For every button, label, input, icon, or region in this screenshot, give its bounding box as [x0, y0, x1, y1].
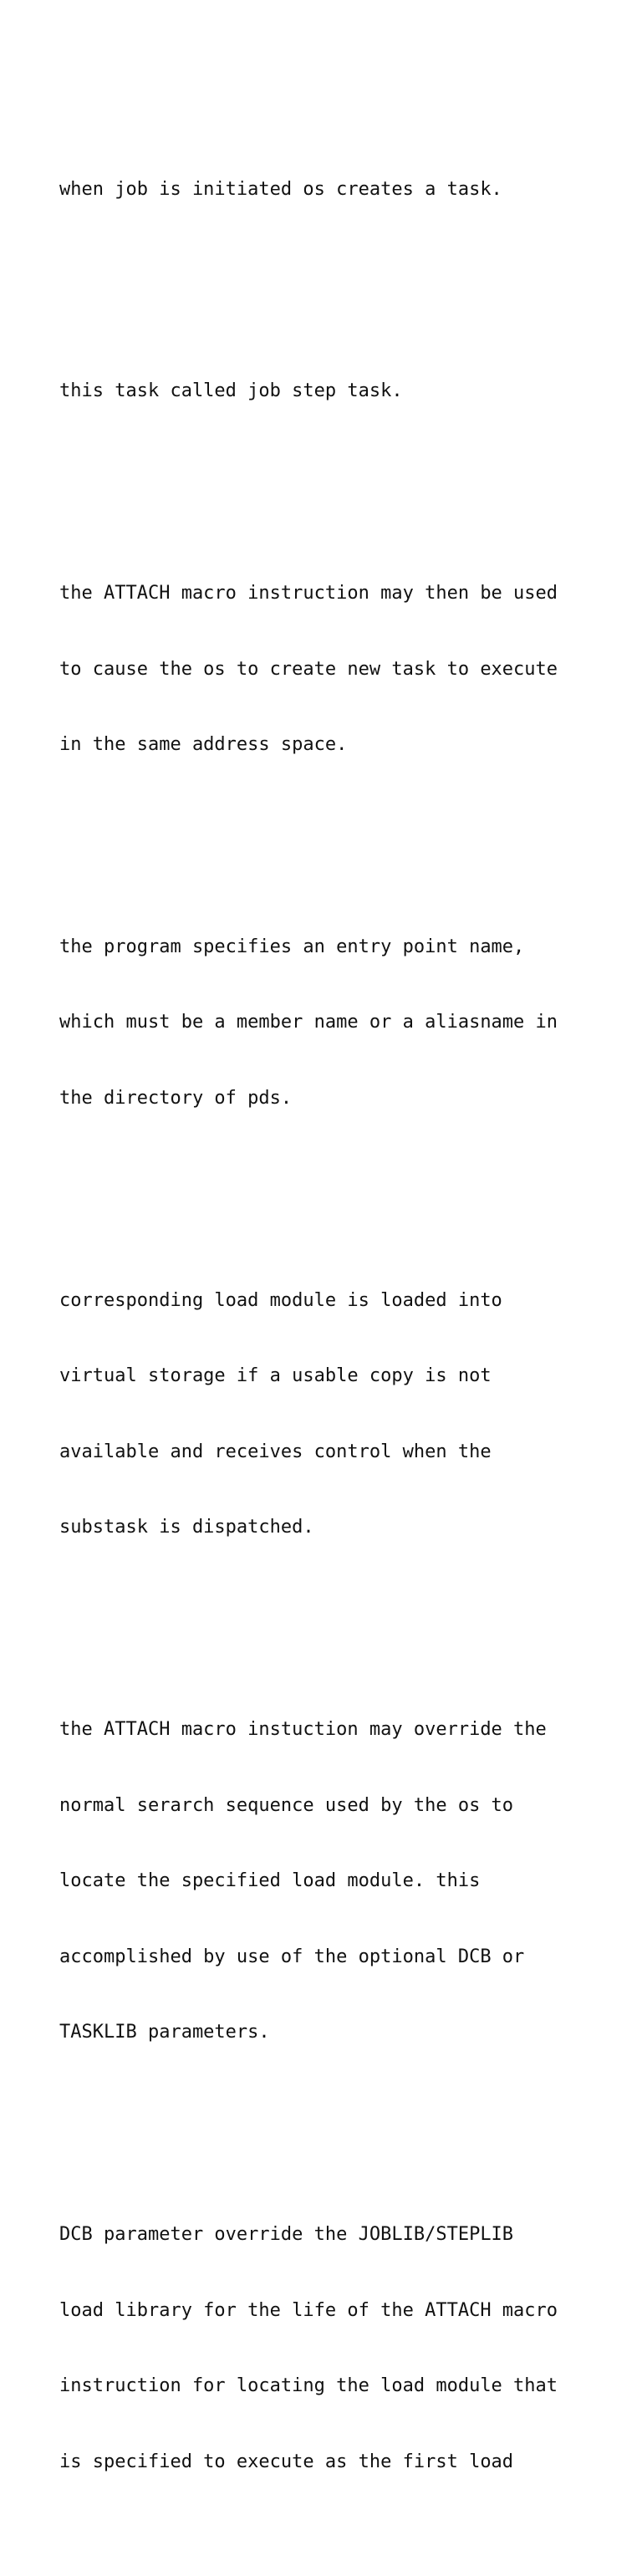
text-line: when job is initiated os creates a task.	[59, 178, 502, 200]
text-line: load library for the life of the ATTACH macro	[59, 2299, 558, 2321]
text-line: the ATTACH macro instuction may override the	[59, 1718, 547, 1740]
text-line: in the same address space.	[59, 734, 348, 756]
text-line: to cause the os to create new task to execute	[59, 658, 558, 680]
paragraph-4	[59, 884, 628, 1161]
paragraph-2	[59, 329, 628, 455]
text-line: substask is dispatched.	[59, 1517, 314, 1538]
paragraph-7	[59, 2172, 628, 2526]
text-line: the program specifies an entry point name,	[59, 936, 525, 957]
text-line: the ATTACH macro instruction may then be used	[59, 583, 558, 604]
text-line: available and receives control when the	[59, 1441, 492, 1462]
paragraph-3	[59, 531, 628, 809]
text-line: is specified to execute as the first load	[59, 2451, 514, 2472]
paragraph-5	[59, 1237, 628, 1591]
text-line: locate the specified load module. this	[59, 1870, 481, 1892]
text-line: normal serarch sequence used by the os to	[59, 1794, 514, 1816]
document-page	[59, 76, 628, 2576]
text-line: TASKLIB parameters.	[59, 2022, 270, 2043]
text-line: the directory of pds.	[59, 1087, 293, 1109]
text-line: virtual storage if a usable copy is not	[59, 1365, 492, 1387]
paragraph-1	[59, 126, 628, 252]
text-line: this task called job step task.	[59, 380, 403, 402]
paragraph-6	[59, 1667, 628, 2096]
text-line: accomplished by use of the optional DCB or	[59, 1946, 525, 1967]
text-line: DCB parameter override the JOBLIB/STEPLIB	[59, 2223, 514, 2245]
text-line: instruction for locating the load module that	[59, 2375, 558, 2397]
text-line: which must be a member name or a aliasname in	[59, 1012, 558, 1033]
text-line: corresponding load module is loaded into	[59, 1289, 502, 1311]
